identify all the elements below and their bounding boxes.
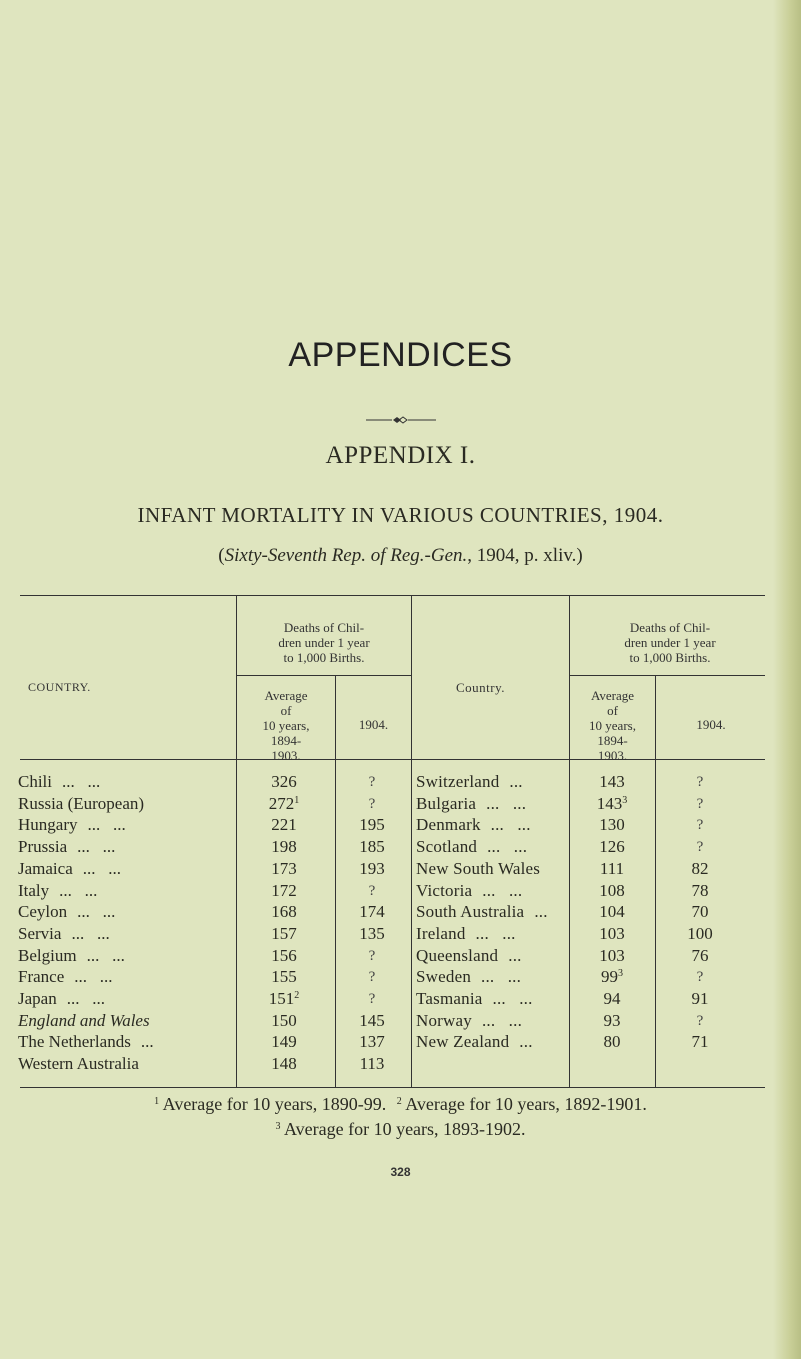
table-row — [0, 837, 801, 857]
footnote-marker-3: 3 — [275, 1121, 281, 1132]
average-value: 143 — [599, 772, 625, 791]
country-name: England and Wales — [18, 1010, 150, 1030]
average-value: 151 — [268, 989, 295, 1008]
country-name: Ceylon — [18, 902, 68, 922]
right-1904-cell: 91 — [691, 989, 709, 1008]
page-number: 328 — [390, 1165, 411, 1179]
left-1904-cell: 174 — [359, 902, 385, 922]
table-row — [0, 902, 801, 922]
average-value: 198 — [271, 837, 297, 857]
average-value: 104 — [599, 902, 625, 922]
right-1904-cell: ? — [696, 969, 704, 986]
right-average-cell — [570, 772, 654, 792]
average-value: 173 — [271, 858, 297, 878]
table-bottom-rule — [20, 1087, 765, 1088]
right-1904-cell: 100 — [687, 923, 713, 943]
country-name: New Zealand — [416, 1032, 510, 1052]
table-row — [0, 815, 801, 835]
left-1904-cell: ? — [368, 991, 376, 1007]
country-name: Italy — [18, 880, 50, 900]
diamond-rule-icon — [366, 416, 436, 424]
left-1904-cell: 195 — [359, 815, 385, 835]
country-name: Servia — [18, 923, 62, 943]
header-1904-left: 1904. — [358, 717, 389, 732]
country-name: Russia (European) — [18, 793, 145, 813]
footnote-ref: 2 — [294, 990, 300, 1001]
leader-dots: ... ... — [490, 815, 531, 835]
right-1904-cell: 70 — [691, 902, 709, 922]
source-citation — [0, 545, 801, 567]
average-value: 150 — [271, 1010, 297, 1030]
right-1904-cell: 71 — [691, 1032, 709, 1052]
header-group-line: dren under 1 year — [624, 635, 716, 650]
ornament-rule — [0, 411, 801, 429]
average-value: 111 — [599, 858, 625, 878]
table-row — [0, 924, 801, 944]
leader-dots: ... ... — [66, 989, 105, 1008]
source-rest: , 1904, p. xliv.) — [467, 545, 583, 566]
header-average-line: Average — [264, 688, 308, 703]
country-name: New South Wales — [416, 858, 541, 878]
header-group-line: Deaths of Chil- — [629, 620, 711, 635]
country-name: Hungary — [18, 815, 78, 835]
country-name: Bulgaria — [416, 793, 477, 813]
header-average-line: 1894- — [597, 733, 628, 748]
table-row — [0, 794, 801, 814]
average-value: 156 — [271, 945, 297, 965]
leader-dots: ... — [509, 772, 523, 791]
country-name: Chili — [18, 772, 53, 791]
leader-dots: ... ... — [482, 880, 523, 900]
subheader-rule-left — [236, 675, 411, 676]
right-average-cell — [570, 859, 654, 879]
country-name: Norway — [416, 1010, 472, 1030]
right-1904-cell: 82 — [691, 858, 709, 878]
left-1904-cell: ? — [368, 882, 376, 899]
appendix-label: APPENDIX I. — [325, 442, 476, 469]
footnote-line-1 — [0, 1094, 801, 1115]
page-heading: APPENDICES — [288, 336, 513, 374]
right-1904-cell: 76 — [691, 945, 709, 965]
average-value: 168 — [271, 902, 297, 922]
left-1904-cell: ? — [368, 947, 376, 964]
country-name: The Netherlands — [18, 1032, 131, 1052]
leader-dots: ... ... — [475, 923, 516, 943]
leader-dots: ... ... — [86, 945, 125, 965]
right-average-cell — [570, 881, 654, 901]
country-name: Japan — [18, 989, 57, 1008]
average-value: 80 — [603, 1032, 621, 1052]
average-value: 155 — [271, 967, 297, 987]
right-average-cell — [570, 946, 654, 966]
right-average-cell — [570, 815, 654, 835]
footnote-line-2 — [0, 1119, 801, 1140]
header-average-line: 1894- — [270, 733, 302, 748]
footnote-marker-2: 2 — [396, 1096, 402, 1107]
leader-dots: ... ... — [71, 923, 110, 943]
header-group-right — [570, 620, 770, 665]
left-1904-cell: 185 — [359, 837, 385, 857]
table-row — [0, 989, 801, 1009]
header-average-right — [570, 688, 655, 763]
average-value: 103 — [599, 945, 625, 965]
header-average-left — [237, 688, 335, 763]
header-average-line: 1903. — [597, 748, 628, 763]
subheader-rule-right — [569, 675, 765, 676]
right-1904-cell: 78 — [691, 880, 709, 900]
footnote-ref: 3 — [618, 968, 623, 980]
leader-dots: ... ... — [492, 989, 533, 1008]
header-average-line: 1903. — [271, 748, 301, 763]
leader-dots: ... ... — [486, 793, 527, 813]
country-name: Prussia — [18, 837, 68, 857]
right-average-cell — [570, 924, 654, 944]
right-average-cell — [570, 902, 654, 922]
right-average-cell — [570, 1032, 654, 1052]
right-average-cell — [570, 967, 654, 987]
average-value: 272 — [268, 793, 295, 813]
average-value: 149 — [271, 1032, 297, 1052]
leader-dots: ... ... — [82, 858, 121, 878]
country-name: Denmark — [416, 815, 481, 835]
page-edge-shadow — [773, 0, 801, 1359]
average-value: 93 — [603, 1010, 621, 1030]
table-row — [0, 967, 801, 987]
right-average-cell — [570, 1011, 654, 1031]
header-group-left — [237, 620, 411, 665]
footnote-ref: 3 — [622, 794, 628, 806]
left-1904-cell: ? — [368, 774, 376, 790]
header-average-line: of — [607, 703, 618, 718]
footnote-ref: 1 — [294, 794, 300, 806]
leader-dots: ... ... — [87, 815, 126, 835]
header-average-line: of — [280, 703, 292, 718]
header-average-line: 10 years, — [589, 718, 636, 733]
right-average-cell — [570, 794, 654, 814]
country-name: Sweden — [416, 967, 472, 987]
average-value: 326 — [271, 772, 297, 791]
left-1904-cell: 113 — [359, 1054, 385, 1074]
table-row — [0, 1054, 801, 1074]
leader-dots: ... ... — [77, 902, 116, 922]
average-value: 99 — [601, 967, 618, 987]
left-country-cell — [18, 1054, 228, 1074]
leader-dots: ... — [519, 1032, 533, 1052]
average-value: 94 — [603, 989, 621, 1008]
table-row — [0, 772, 801, 792]
header-group-line: Deaths of Chil- — [283, 620, 365, 635]
footnote-3: Average for 10 years, 1893-1902. — [283, 1119, 526, 1139]
country-name: Ireland — [416, 923, 466, 943]
right-average-cell — [570, 989, 654, 1009]
country-name: France — [18, 967, 65, 987]
left-1904-cell: ? — [368, 795, 376, 812]
left-1904-cell: 135 — [359, 923, 385, 943]
table-row — [0, 881, 801, 901]
table-row — [0, 1011, 801, 1031]
table-row — [0, 1032, 801, 1052]
left-1904-cell: 193 — [359, 858, 385, 878]
leader-dots: ... — [534, 902, 548, 922]
leader-dots: ... ... — [487, 837, 528, 857]
country-name: Belgium — [18, 945, 77, 965]
average-value: 108 — [599, 880, 625, 900]
right-1904-cell: ? — [696, 839, 704, 856]
table-top-rule — [20, 595, 765, 596]
header-1904-right: 1904. — [696, 717, 726, 732]
right-average-cell — [570, 837, 654, 857]
average-value: 148 — [271, 1054, 297, 1074]
leader-dots: ... ... — [62, 772, 101, 791]
header-country-right: Country. — [456, 680, 506, 695]
country-name: Switzerland — [416, 772, 500, 791]
table-row — [0, 946, 801, 966]
average-value: 172 — [271, 880, 297, 900]
left-1904-cell: ? — [368, 969, 376, 986]
country-name: Queensland — [416, 945, 499, 965]
footnote-1: Average for 10 years, 1890-99. — [162, 1094, 387, 1114]
header-country-left: COUNTRY. — [28, 680, 91, 694]
average-value: 130 — [599, 815, 625, 835]
country-name: Scotland — [416, 837, 478, 857]
right-1904-cell: ? — [696, 774, 704, 790]
country-name: Victoria — [416, 880, 473, 900]
header-group-line: to 1,000 Births. — [283, 650, 365, 665]
left-average-cell — [236, 1054, 332, 1074]
country-name: Western Australia — [18, 1054, 139, 1074]
leader-dots: ... ... — [74, 967, 113, 987]
country-name: Jamaica — [18, 858, 73, 878]
table-row — [0, 859, 801, 879]
header-group-line: to 1,000 Births. — [629, 650, 711, 665]
average-value: 126 — [599, 837, 625, 857]
footnote-2: Average for 10 years, 1892-1901. — [405, 1094, 647, 1114]
leader-dots: ... ... — [59, 880, 98, 900]
source-italic: Sixty-Seventh Rep. of Reg.-Gen. — [224, 545, 468, 566]
leader-dots: ... ... — [481, 967, 522, 987]
source-open: ( — [218, 545, 225, 566]
header-group-line: dren under 1 year — [278, 635, 370, 650]
average-value: 157 — [271, 923, 297, 943]
document-title: INFANT MORTALITY IN VARIOUS COUNTRIES, 1904. — [137, 503, 664, 527]
country-name: Tasmania — [416, 989, 483, 1008]
average-value: 221 — [271, 815, 297, 835]
header-average-line: Average — [590, 688, 635, 703]
left-1904-cell: 145 — [359, 1010, 385, 1030]
right-1904-cell: ? — [696, 1012, 704, 1029]
leader-dots: ... — [508, 945, 522, 965]
country-name: South Australia — [416, 902, 525, 922]
footnote-marker-1: 1 — [154, 1096, 160, 1107]
leader-dots: ... ... — [77, 837, 116, 857]
leader-dots: ... — [140, 1032, 154, 1052]
right-1904-cell: ? — [696, 817, 704, 834]
average-value: 103 — [599, 923, 625, 943]
leader-dots: ... ... — [481, 1010, 523, 1030]
average-value: 143 — [596, 793, 623, 813]
header-average-line: 10 years, — [262, 718, 310, 733]
left-1904-cell: 137 — [359, 1032, 385, 1052]
right-1904-cell: ? — [696, 795, 704, 812]
